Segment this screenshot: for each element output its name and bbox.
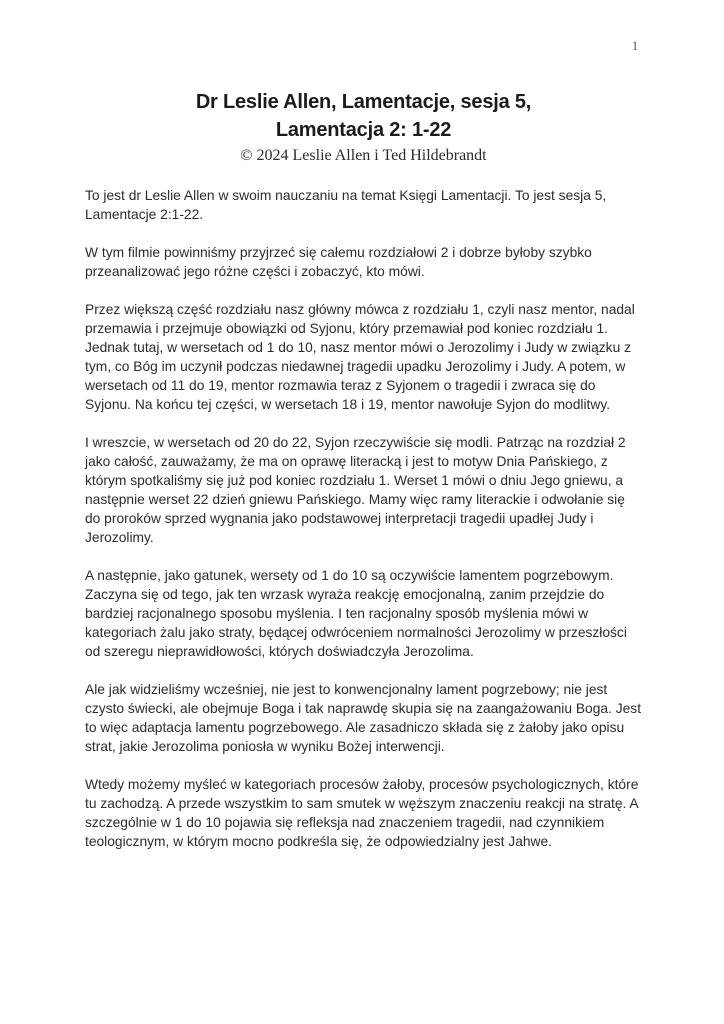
paragraph-1: To jest dr Leslie Allen w swoim nauczaniu na temat Księgi Lamentacji. To jest sesja 5, Lamentacje 2:1-22.: [85, 188, 607, 222]
paragraph-5: A następnie, jako gatunek, wersety od 1 do 10 są oczywiście lamentem pogrzebowym. Zaczyna się od tego, jak ten wrzask wyraża reakcję emocjonalną, zanim przejdzie do bardziej racjonalnego sposobu myślenia. I ten racjonalny sposób myślenia mówi w kategoriach żalu jako straty, będącej odwróceniem normalności Jerozolimy w przeszłości od szeregu nieprawidłowości, których doświadczyła Jerozolima.: [85, 568, 627, 659]
paragraph-3: Przez większą część rozdziału nasz główny mówca z rozdziału 1, czyli nasz mentor, nadal przemawia i przejmuje obowiązki od Syjonu, który przemawiał pod koniec rozdziału 1. Jednak tutaj, w wersetach od 1 do 10, nasz mentor mówi o Jerozolimy i Judy w związku z tym, co Bóg im uczynił podczas niedawnej tragedii upadku Jerozolimy i Judy. A potem, w wersetach od 11 do 19, mentor rozmawia teraz z Syjonem o tragedii i zwraca się do Syjonu. Na końcu tej części, w wersetach 18 i 19, mentor nawołuje Syjon do modlitwy.: [85, 302, 635, 412]
copyright-line: © 2024 Leslie Allen i Ted Hildebrandt: [240, 147, 487, 164]
title-line-2: Lamentacja 2: 1-22: [275, 119, 452, 141]
document-content: [85, 88, 642, 851]
page-number: 1: [631, 38, 639, 53]
paragraph-2: W tym filmie powinniśmy przyjrzeć się całemu rozdziałowi 2 i dobrze byłoby szybko przeanalizować jego różne części i zobaczyć, kto mówi.: [85, 245, 592, 279]
paragraph-4: I wreszcie, w wersetach od 20 do 22, Syjon rzeczywiście się modli. Patrząc na rozdział 2 jako całość, zauważamy, że ma on oprawę literacką i jest to motyw Dnia Pańskiego, z którym spotkaliśmy się już pod koniec rozdziału 1. Werset 1 mówi o dniu Jego gniewu, a następnie werset 22 dzień gniewu Pańskiego. Mamy więc ramy literackie i odwołanie się do proroków sprzed wygnania jako podstawowej interpretacji tragedii upadłej Judy i Jerozolimy.: [85, 435, 626, 545]
document-title: [85, 88, 642, 144]
body-text: [85, 186, 642, 851]
paragraph-7: Wtedy możemy myśleć w kategoriach procesów żałoby, procesów psychologicznych, które tu zachodzą. A przede wszystkim to sam smutek w węższym znaczeniu reakcji na stratę. A szczególnie w 1 do 10 pojawia się refleksja nad znaczeniem tragedii, nad czynnikiem teologicznym, w którym mocno podkreśla się, że odpowiedzialny jest Jahwe.: [85, 777, 639, 849]
title-line-1: Dr Leslie Allen, Lamentacje, sesja 5,: [195, 91, 532, 113]
paragraph-6: Ale jak widzieliśmy wcześniej, nie jest to konwencjonalny lament pogrzebowy; nie jest czysto świecki, ale obejmuje Boga i tak naprawdę skupia się na zaangażowaniu Boga. Jest to więc adaptacja lamentu pogrzebowego. Ale zasadniczo składa się z żałoby jako opisu strat, jakie Jerozolima poniosła w wyniku Bożej interwencji.: [85, 682, 642, 754]
